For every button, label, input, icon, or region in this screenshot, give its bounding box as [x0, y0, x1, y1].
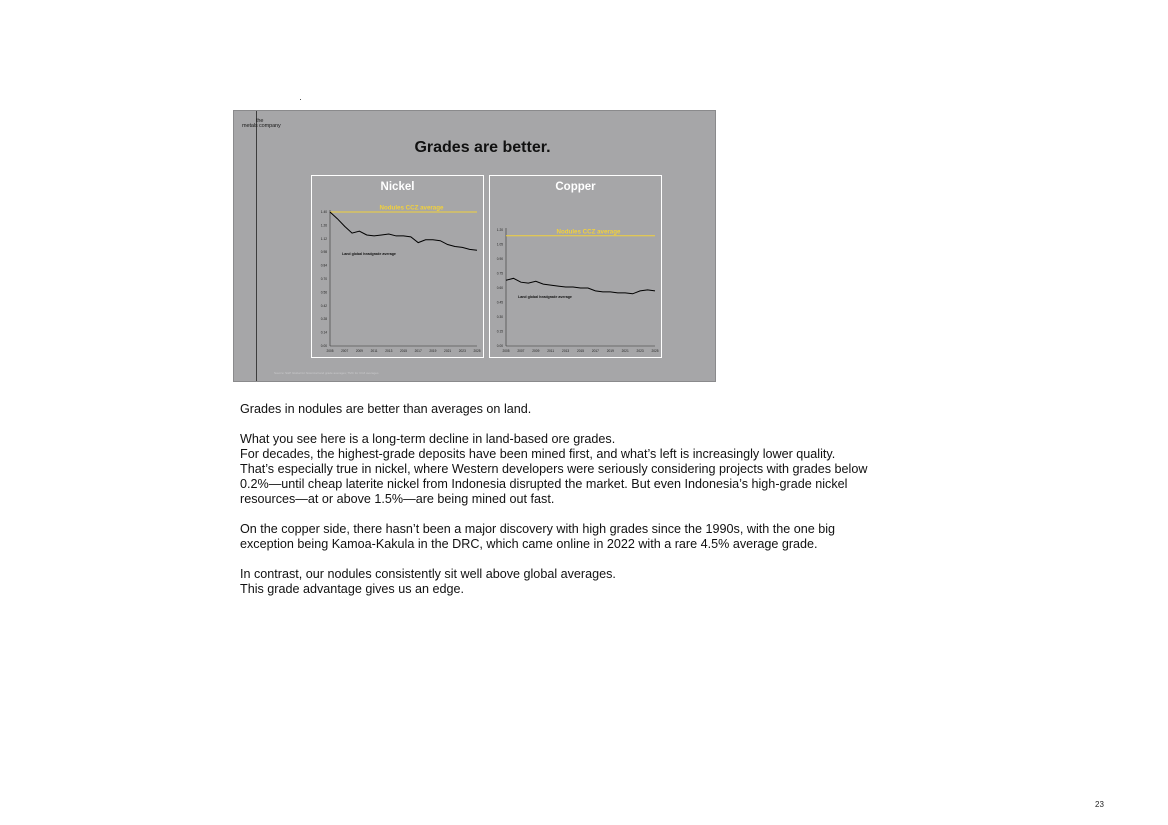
- x-tick-label: 2013: [562, 349, 570, 353]
- x-tick-label: 2023: [458, 349, 466, 353]
- y-tick-label: 1.40: [320, 210, 327, 214]
- nickel-chart: [312, 176, 485, 359]
- x-tick-label: 2017: [591, 349, 599, 353]
- x-tick-label: 2009: [355, 349, 363, 353]
- chart-title: Copper: [555, 181, 596, 193]
- land-average-line: [506, 278, 655, 293]
- slide-title: [234, 139, 716, 157]
- slide-title-text: Grades are better.: [414, 139, 551, 156]
- y-tick-label: 0.60: [496, 286, 503, 290]
- x-tick-label: 2007: [517, 349, 525, 353]
- x-tick-label: 2025: [473, 349, 481, 353]
- notes-paragraph-3: [240, 522, 960, 552]
- y-tick-label: 0.98: [320, 250, 327, 255]
- x-tick-label: 2007: [341, 349, 349, 353]
- notes-line: 0.2%—until cheap laterite nickel from Indonesia disrupted the market. But even Indonesia’s high-grade nickel: [240, 477, 848, 491]
- nodules-ccz-average-label: Nodules CCZ average: [379, 204, 444, 212]
- y-tick-label: 0.42: [320, 303, 327, 308]
- y-tick-label: 0.70: [320, 277, 327, 281]
- x-tick-label: 2021: [621, 349, 629, 353]
- notes-line: resources—at or above 1.5%—are being mined out fast.: [240, 492, 555, 506]
- y-tick-label: 0.00: [320, 344, 327, 348]
- copper-chart-panel: [489, 175, 662, 358]
- x-tick-label: 2005: [502, 349, 510, 353]
- x-tick-label: 2019: [606, 349, 614, 353]
- company-logo: [242, 119, 281, 129]
- notes-line: What you see here is a long-term decline in land-based ore grades.: [240, 432, 616, 446]
- copper-chart: [490, 176, 663, 359]
- x-tick-label: 2011: [547, 349, 555, 353]
- x-tick-label: 2021: [444, 349, 452, 353]
- nickel-chart-panel: [311, 175, 484, 358]
- x-tick-label: 2013: [385, 349, 393, 353]
- page-number: 23: [1095, 800, 1104, 809]
- notes-line: This grade advantage gives us an edge.: [240, 582, 465, 596]
- notes-line: exception being Kamoa-Kakula in the DRC, which came online in 2022 with a rare 4.5% average grade.: [240, 537, 818, 551]
- y-tick-label: 0.14: [320, 330, 327, 335]
- x-tick-label: 2009: [532, 349, 540, 353]
- slide-thumbnail: [233, 110, 716, 382]
- chart-title: Nickel: [380, 181, 415, 193]
- notes-paragraph-2: [240, 432, 960, 507]
- notes-paragraph-4: [240, 567, 960, 597]
- y-tick-label: 1.20: [496, 228, 503, 232]
- y-tick-label: 0.28: [320, 317, 327, 322]
- y-tick-label: 0.00: [496, 344, 503, 348]
- logo-line-1: the: [256, 118, 264, 124]
- x-tick-label: 2019: [429, 349, 437, 353]
- speaker-notes: [240, 402, 960, 612]
- x-tick-label: 2023: [636, 349, 644, 353]
- land-average-label: Land global headgrade average: [518, 295, 572, 300]
- x-tick-label: 2005: [326, 349, 334, 353]
- notes-line: In contrast, our nodules consistently sit well above global averages.: [240, 567, 616, 581]
- y-tick-label: 0.45: [496, 300, 503, 305]
- nodules-ccz-average-label: Nodules CCZ average: [556, 228, 621, 236]
- x-tick-label: 2015: [576, 349, 585, 353]
- logo-line-2: metals company: [242, 123, 281, 129]
- land-average-label: Land global headgrade average: [342, 252, 396, 257]
- y-tick-label: 0.15: [496, 329, 503, 334]
- y-tick-label: 0.90: [496, 257, 503, 261]
- y-tick-label: 0.84: [320, 263, 327, 268]
- x-tick-label: 2011: [370, 349, 378, 353]
- y-tick-label: 0.56: [320, 290, 327, 295]
- source-note: Source: S&P Global for historical land grade averages; TMC for CCZ averages: [274, 371, 379, 375]
- notes-line: That’s especially true in nickel, where Western developers were seriously considering projects with grades below: [240, 462, 868, 476]
- x-tick-label: 2017: [414, 349, 422, 353]
- y-tick-label: 1.26: [320, 223, 327, 228]
- land-average-line: [330, 212, 477, 250]
- y-tick-label: 0.75: [496, 271, 503, 276]
- notes-line: Grades in nodules are better than averages on land.: [240, 402, 532, 416]
- notes-line: For decades, the highest-grade deposits have been mined first, and what’s left is increasingly lower quality.: [240, 447, 836, 461]
- notes-paragraph-1: [240, 402, 960, 417]
- y-tick-label: 1.12: [320, 236, 327, 241]
- notes-line: On the copper side, there hasn’t been a major discovery with high grades since the 1990s, with the one big: [240, 522, 836, 536]
- x-tick-label: 2015: [399, 349, 408, 353]
- stray-dot: [300, 99, 301, 100]
- y-tick-label: 1.05: [496, 242, 503, 247]
- x-tick-label: 2025: [651, 349, 659, 353]
- y-tick-label: 0.30: [496, 315, 503, 319]
